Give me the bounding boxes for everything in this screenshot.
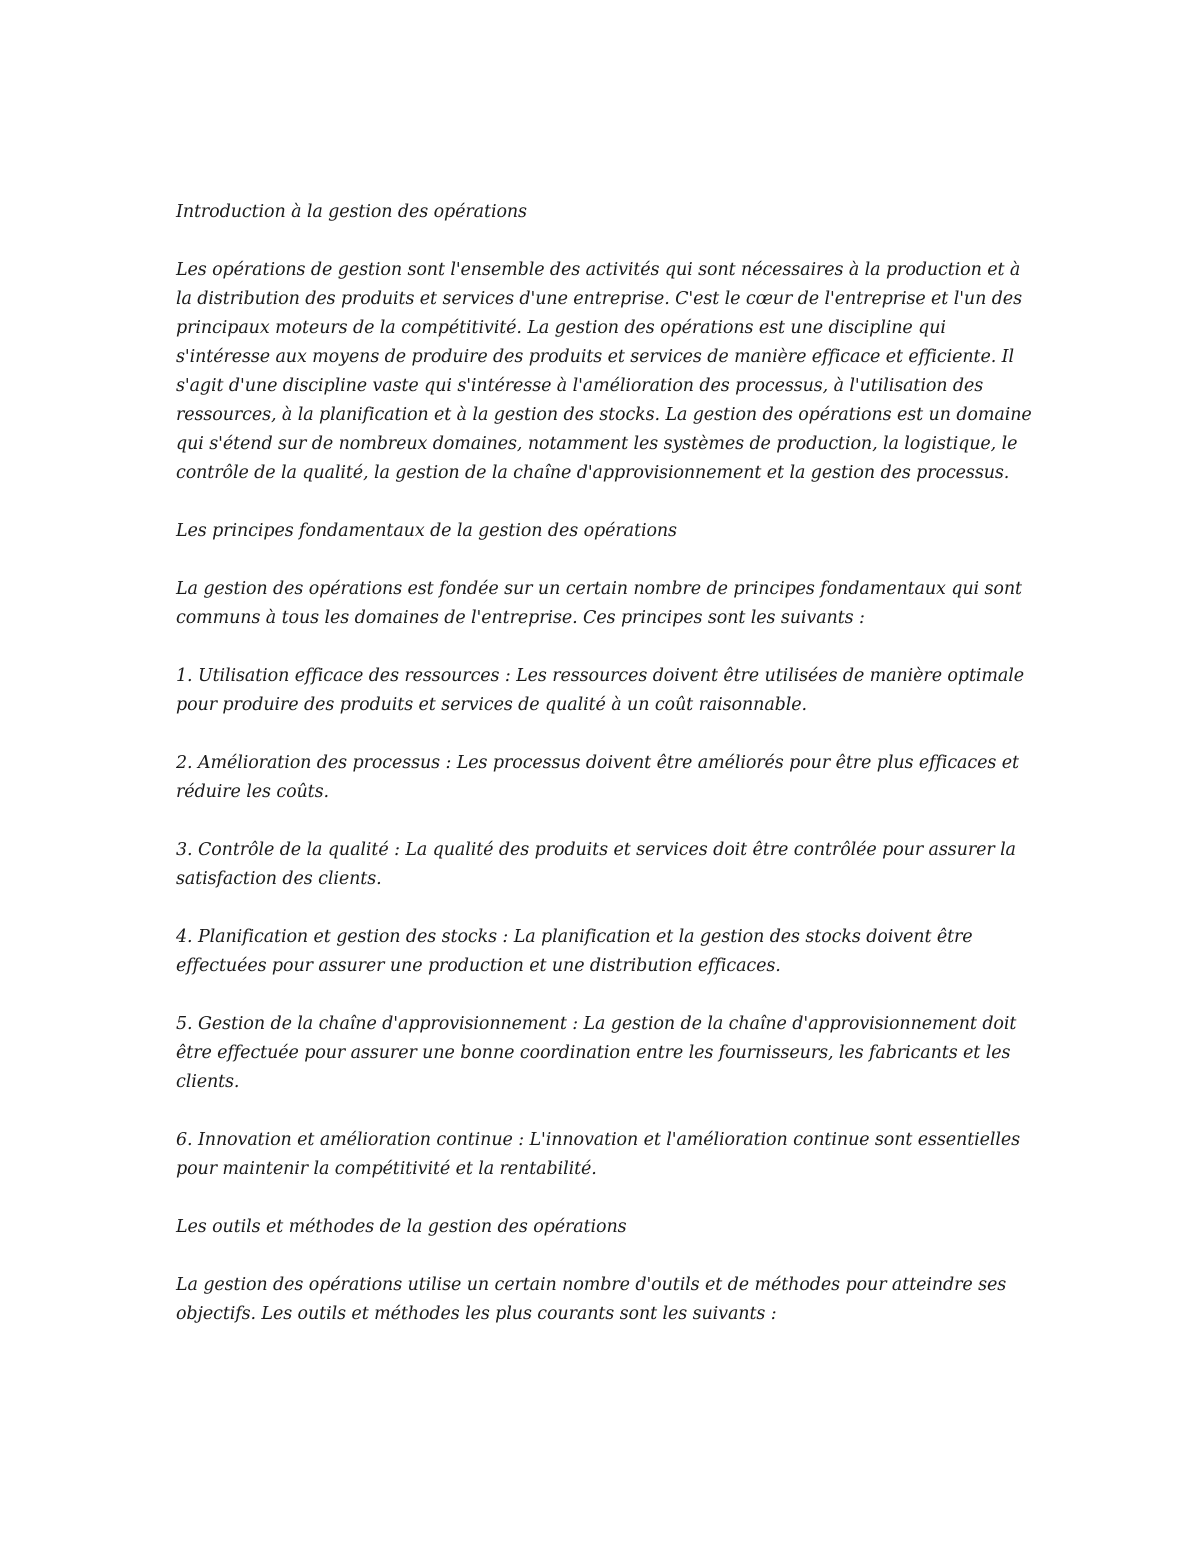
- section-title-principles: Les principes fondamentaux de la gestion des opérations: [176, 521, 677, 541]
- principle-item-3: 3. Contrôle de la qualité : La qualité des produits et services doit être contrôlée pour assurer la satisfaction des clients.: [176, 840, 1016, 889]
- principle-item-1: 1. Utilisation efficace des ressources : Les ressources doivent être utilisées de manière optimale pour produire des produits et services de qualité à un coût raisonnable.: [176, 666, 1024, 715]
- paragraph-tools-intro: La gestion des opérations utilise un certain nombre d'outils et de méthodes pour atteindre ses objectifs. Les outils et méthodes les plus courants sont les suivants :: [176, 1275, 1007, 1324]
- principle-item-4: 4. Planification et gestion des stocks : La planification et la gestion des stocks doivent être effectuées pour assurer une production et une distribution efficaces.: [176, 927, 973, 976]
- principle-item-5: 5. Gestion de la chaîne d'approvisionnement : La gestion de la chaîne d'approvisionnement doit être effectuée pour assurer une bonne coordination entre les fournisseurs, les fabricants et les clients.: [176, 1014, 1017, 1092]
- document-body: [176, 198, 1036, 1358]
- principle-item-2: 2. Amélioration des processus : Les processus doivent être améliorés pour être plus efficaces et réduire les coûts.: [176, 753, 1019, 802]
- paragraph-introduction: Les opérations de gestion sont l'ensemble des activités qui sont nécessaires à la production et à la distribution des produits et services d'une entreprise. C'est le cœur de l'entreprise et l'un des principaux moteurs de la compétitivité. La gestion des opérations est une discipline qui s'intéresse aux moyens de produire des produits et services de manière efficace et efficiente. Il s'agit d'une discipline vaste qui s'intéresse à l'amélioration des processus, à l'utilisation des ressources, à la planification et à la gestion des stocks. La gestion des opérations est un domaine qui s'étend sur de nombreux domaines, notamment les systèmes de production, la logistique, le contrôle de la qualité, la gestion de la chaîne d'approvisionnement et la gestion des processus.: [176, 260, 1032, 483]
- section-title-introduction: Introduction à la gestion des opérations: [176, 202, 527, 222]
- paragraph-principles-intro: La gestion des opérations est fondée sur un certain nombre de principes fondamentaux qui sont communs à tous les domaines de l'entreprise. Ces principes sont les suivants :: [176, 579, 1022, 628]
- section-title-tools: Les outils et méthodes de la gestion des opérations: [176, 1217, 627, 1237]
- principle-item-6: 6. Innovation et amélioration continue : L'innovation et l'amélioration continue sont essentielles pour maintenir la compétitivité et la rentabilité.: [176, 1130, 1021, 1179]
